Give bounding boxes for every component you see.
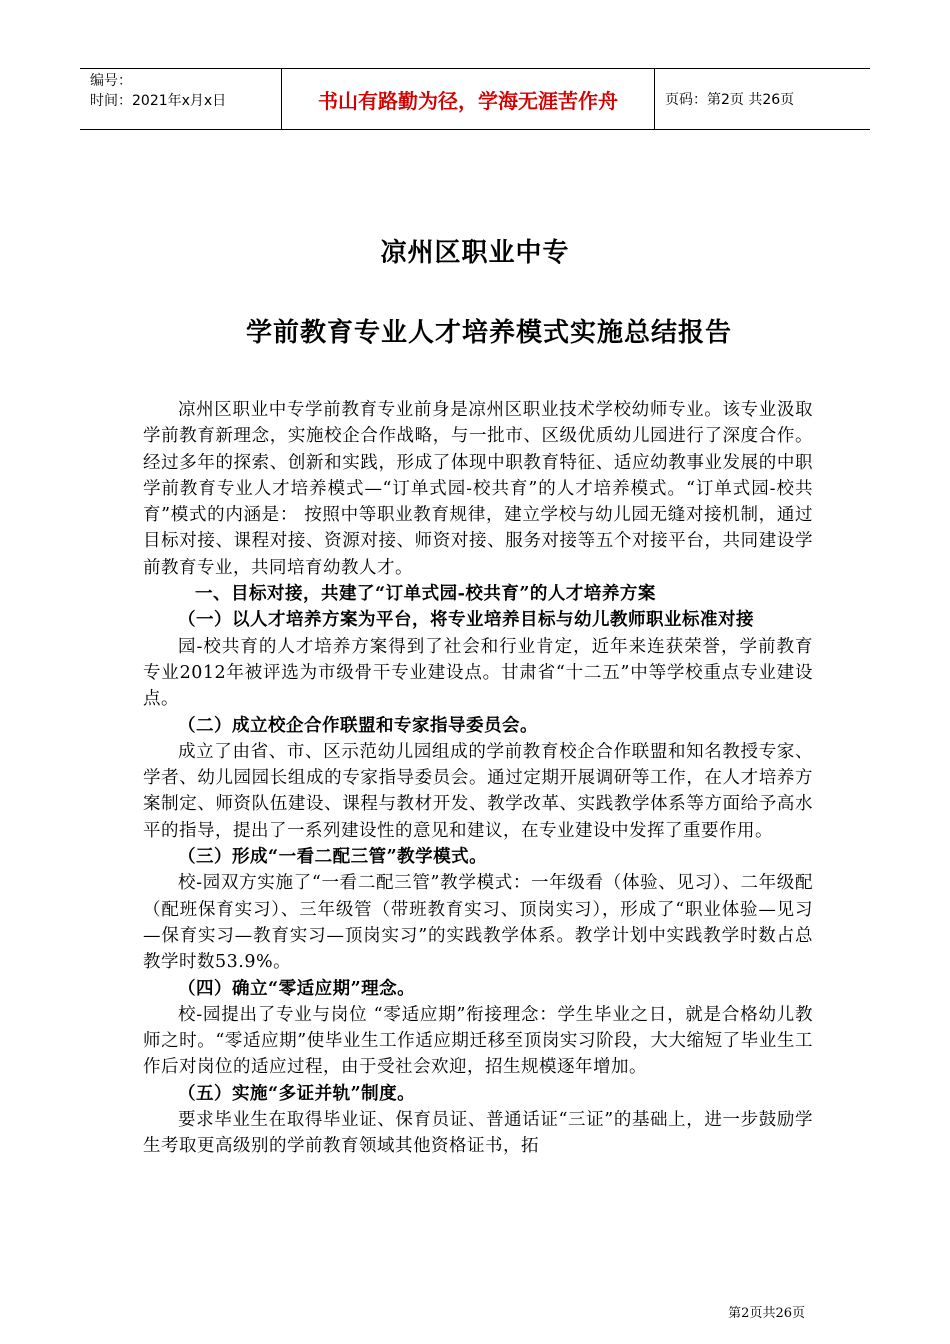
paragraph: 成立了由省、市、区示范幼儿园组成的学前教育校企合作联盟和知名教授专家、学者、幼儿园园长组成的专家指导委员会。通过定期开展调研等工作，在人才培养方案制定、师资队伍建设、课程与教材开发、教学改革、实践教学体系等方面给予高水平的指导，提出了一系列建设性的意见和建议，在专业建设中发挥了重要作用。 [143, 741, 813, 841]
subsection-heading: （三）形成“一看二配三管”教学模式。 [178, 847, 488, 868]
subsection-heading: （五）实施“多证并轨”制度。 [178, 1083, 416, 1104]
document-title-line2: 学前教育专业人才培养模式实施总结报告 [246, 318, 733, 348]
document-title-line1: 凉州区职业中专 [380, 238, 570, 268]
subsection-heading: （四）确立“零适应期”理念。 [178, 978, 416, 999]
section-heading: 一、目标对接，共建了“订单式园-校共育”的人才培养方案 [195, 584, 656, 605]
paragraph: 校-园双方实施了“一看二配三管”教学模式：一年级看（体验、见习）、二年级配（配班保育实习）、三年级管（带班教育实习、顶岗实习），形成了“职业体验—见习—保育实习—教育实习—顶岗实习”的实践教学体系。教学计划中实践教学时数占总教学时数53.9%。 [143, 873, 813, 973]
intro-paragraph: 凉州区职业中专学前教育专业前身是凉州区职业技术学校幼师专业。该专业汲取学前教育新理念，实施校企合作战略，与一批市、区级优质幼儿园进行了深度合作。经过多年的探索、创新和实践，形成了体现中职教育特征、适应幼教事业发展的中职学前教育专业人才培养模式—“订单式园-校共育”的人才培养模式。“订单式园-校共育”模式的内涵是： 按照中等职业教育规律，建立学校与幼儿园无缝对接机制，通过目标对接、课程对接、资源对接、师资对接、服务对接等五个对接平台，共同建设学前教育专业，共同培育幼教人才。 [143, 400, 813, 578]
document-body [143, 397, 813, 1160]
serial-label: 编号： [90, 73, 132, 89]
page-header [80, 68, 870, 130]
subsection-heading: （二）成立校企合作联盟和专家指导委员会。 [178, 715, 538, 736]
header-motto: 书山有路勤为径，学海无涯苦作舟 [282, 69, 655, 129]
paragraph: 校-园提出了专业与岗位 “零适应期”衔接理念：学生毕业之日，就是合格幼儿教师之时。“零适应期”使毕业生工作适应期迁移至顶岗实习阶段，大大缩短了毕业生工作后对岗位的适应过程，由于受社会欢迎，招生规模逐年增加。 [143, 1004, 813, 1078]
paragraph: 园-校共育的人才培养方案得到了社会和行业肯定，近年来连获荣誉，学前教育专业2012年被评选为市级骨干专业建设点。甘肃省“十二五”中等学校重点专业建设点。 [143, 636, 813, 710]
header-meta [80, 69, 282, 129]
paragraph: 要求毕业生在取得毕业证、保育员证、普通话证“三证”的基础上，进一步鼓励学生考取更高级别的学前教育领域其他资格证书，拓 [143, 1110, 813, 1157]
subsection-heading: （一）以人才培养方案为平台，将专业培养目标与幼儿教师职业标准对接 [178, 610, 754, 631]
header-page-info: 页码：第2页 共26页 [665, 92, 795, 108]
page-footer: 第2页共26页 [728, 1306, 805, 1321]
date-label: 时间：2021年x月x日 [90, 93, 227, 109]
